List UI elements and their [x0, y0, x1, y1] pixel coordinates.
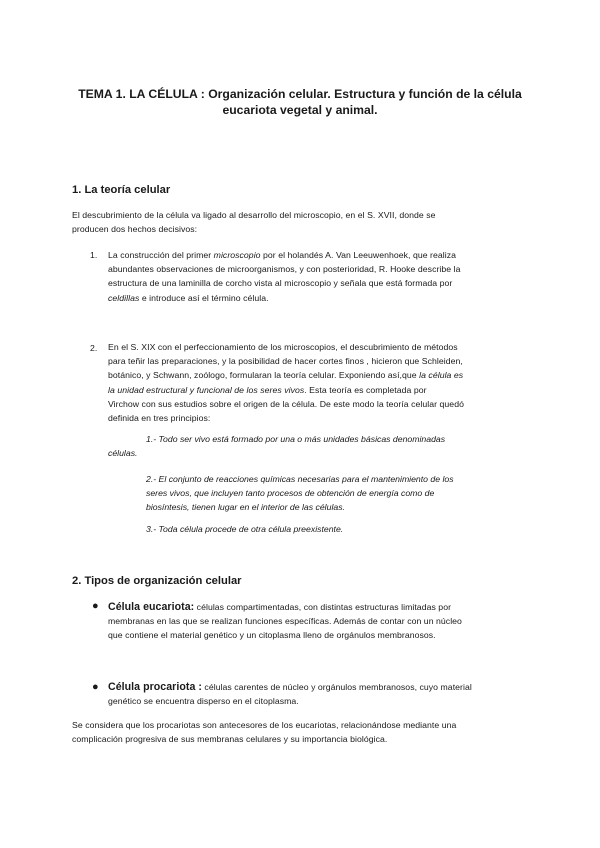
procariota-line-2: genético se encuentra disperso en el citoplasma.	[108, 696, 299, 707]
item-2-line-2: para teñir las preparaciones, y la posibilidad de hacer cortes finos , hicieron que Schleiden,	[108, 356, 463, 367]
eucariota-line-1: Célula eucariota: células compartimentadas, con distintas estructuras limitadas por	[108, 601, 452, 613]
bullet-eucariota: ●	[92, 600, 99, 612]
bullet-procariota: ●	[92, 681, 99, 693]
eucariota-line-2: membranas en las que se realizan funciones específicas. Además de contar con un núcleo	[108, 616, 462, 627]
closing-paragraph	[72, 718, 456, 746]
section-2-heading: 2. Tipos de organización celular	[72, 575, 242, 587]
item-2-line-4: la unidad estructural y funcional de los seres vivos. Esta teoría es completada por	[108, 384, 427, 395]
principle-1: 1.- Todo ser vivo está formado por una o más unidades básicas denominadas	[146, 434, 446, 444]
principle-3: 3.- Toda célula procede de otra célula preexistente.	[146, 524, 344, 534]
item-2-line-6: definida en tres principios:	[108, 413, 211, 424]
procariota-term: Célula procariota :	[108, 681, 202, 693]
intro-line-1: El descubrimiento de la célula va ligado al desarrollo del microscopio, en el S. XVII, donde se	[72, 210, 436, 220]
item-1-line-2: abundantes observaciones de microorganismos, y con posterioridad, R. Hooke describe la	[108, 264, 461, 275]
eucariota-term: Célula eucariota:	[108, 601, 195, 613]
title-line-1: TEMA 1. LA CÉLULA : Organización celular. Estructura y función de la célula	[78, 87, 522, 101]
item-1-line-1: La construcción del primer microscopio por el holandés A. Van Leeuwenhoek, que realiza	[108, 250, 456, 260]
item-1-number: 1.	[90, 250, 98, 260]
section-1-heading: 1. La teoría celular	[72, 184, 171, 196]
section-1-intro	[72, 208, 436, 236]
closing-line-2: complicación progresiva de sus membranas celulares y su importancia biológica.	[72, 734, 388, 745]
celdillas-term: celdillas	[108, 292, 140, 303]
principle-1-cont: células.	[108, 448, 138, 458]
procariota-line-1: Célula procariota : células carentes de núcleo y orgánulos membranosos, cuyo material	[108, 681, 472, 693]
eucariota-text	[108, 600, 462, 643]
eucariota-line-3: que contiene el material genético y un citoplasma lleno de orgánulos membranosos.	[108, 630, 436, 641]
item-2-text	[108, 340, 464, 425]
title-line-2: eucariota vegetal y animal.	[222, 103, 378, 117]
principle-2: 2.- El conjunto de reacciones químicas necesarias para el mantenimiento de los seres vivos, que incluyen tanto procesos de obtención de energía como de biosíntesis, tienen lugar en el interior de las células.	[146, 474, 454, 513]
item-1-line-4: celdillas e introduce así el término célula.	[108, 292, 269, 303]
item-1-text	[108, 248, 460, 305]
page-title	[60, 86, 540, 118]
procariota-text	[108, 680, 472, 708]
item-2-number: 2.	[90, 343, 98, 353]
intro-line-2: producen dos hechos decisivos:	[72, 224, 198, 235]
microscopio-term: microscopio	[213, 250, 261, 260]
item-2-line-1: En el S. XIX con el perfeccionamiento de los microscopios, el descubrimiento de métodos	[108, 342, 458, 352]
item-2-line-3: botánico, y Schwann, zoólogo, formularan la teoría celular. Exponiendo así,que la célula es	[108, 370, 464, 381]
item-2-line-5: Virchow con sus estudios sobre el origen de la célula. De este modo la teoría celular quedó	[108, 398, 464, 409]
closing-line-1: Se considera que los procariotas son antecesores de los eucariotas, relacionándose mediante una	[72, 720, 457, 730]
item-1-line-3: estructura de una laminilla de corcho vista al microscopio y señala que está formada por	[108, 278, 453, 289]
